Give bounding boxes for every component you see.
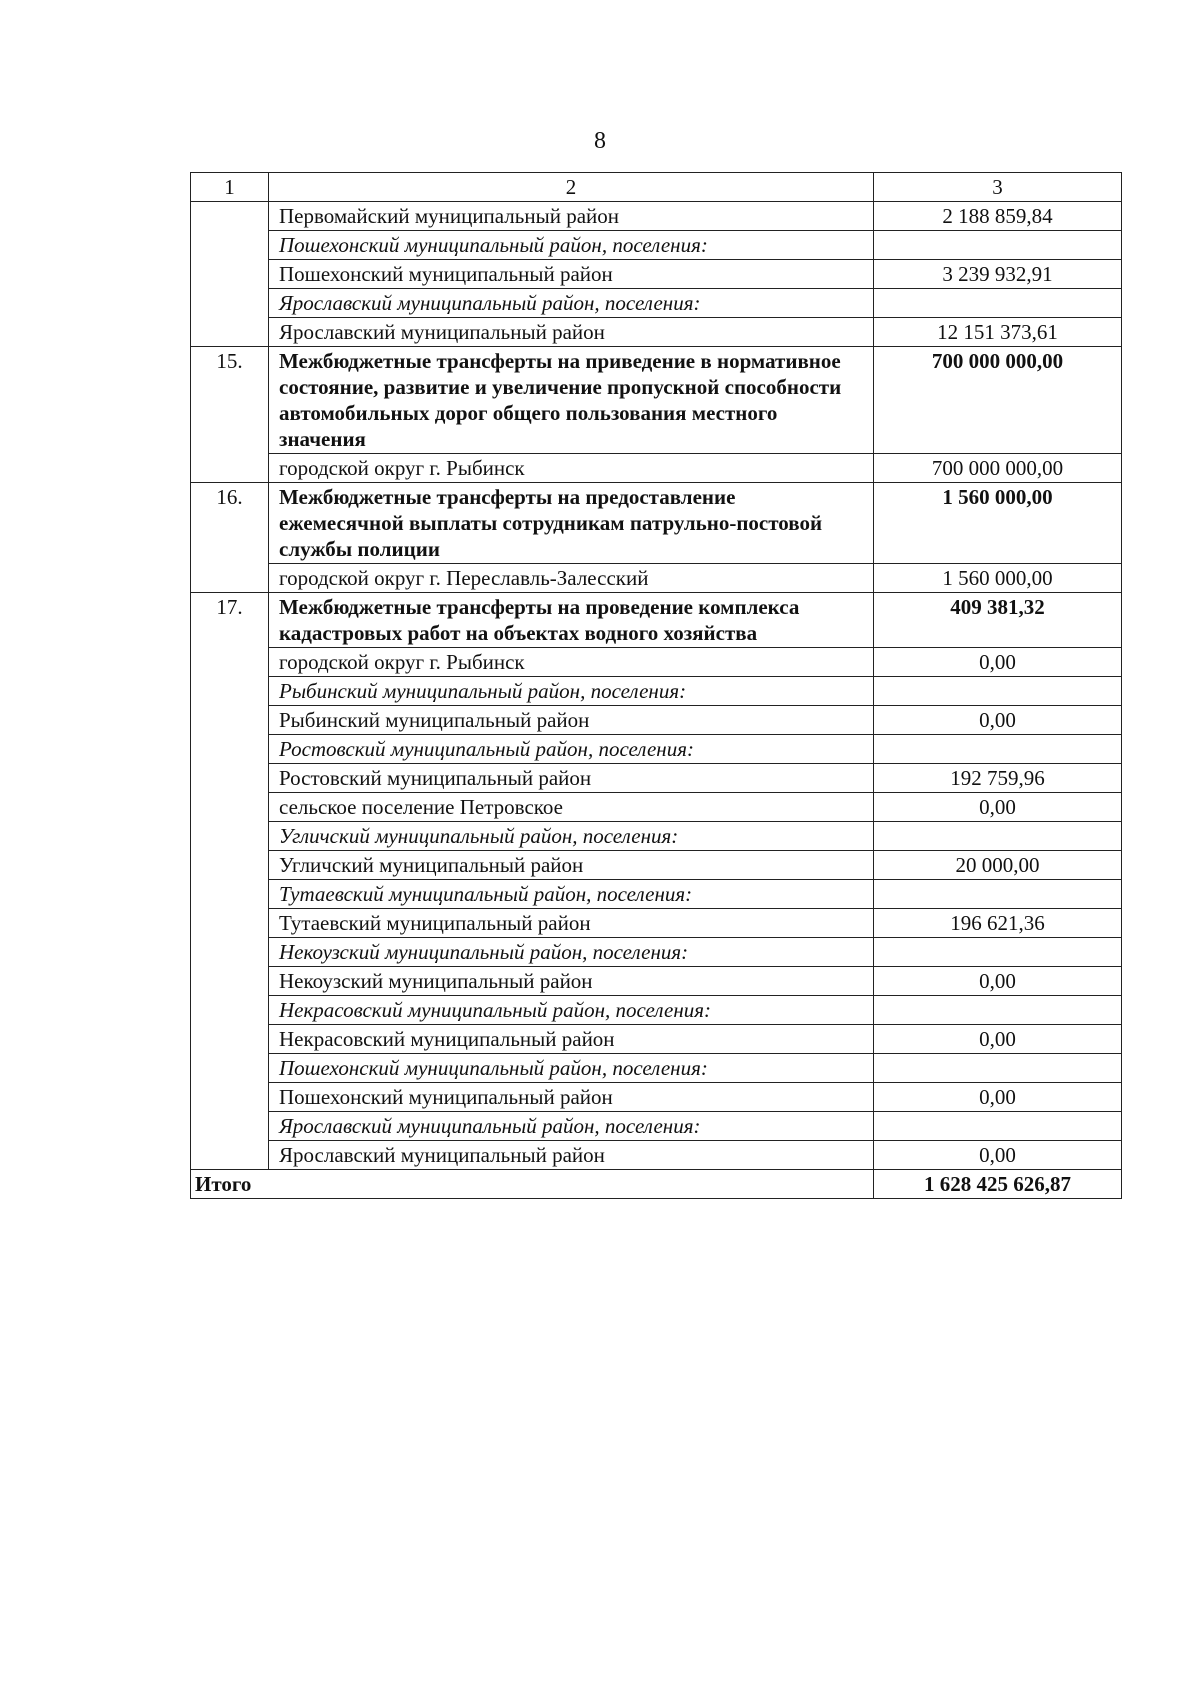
row-amount [874,231,1122,260]
row-amount: 0,00 [874,967,1122,996]
row-description: Рыбинский муниципальный район [269,706,874,735]
row-number [191,318,269,347]
row-description: городской округ г. Рыбинск [269,454,874,483]
subheading-row [191,735,1122,764]
budget-transfers-table [190,172,1122,1199]
table-row [191,454,1122,483]
row-amount: 409 381,32 [874,593,1122,648]
row-amount [874,1112,1122,1141]
row-amount: 700 000 000,00 [874,347,1122,454]
row-amount: 1 560 000,00 [874,483,1122,564]
row-description: Первомайский муниципальный район [269,202,874,231]
section-row [191,593,1122,648]
header-col-2: 2 [269,173,874,202]
row-number [191,1083,269,1112]
table-row [191,318,1122,347]
row-description: Тутаевский муниципальный район, поселения: [269,880,874,909]
row-description: Угличский муниципальный район, поселения: [269,822,874,851]
section-row [191,347,1122,454]
section-row [191,483,1122,564]
table-row [191,706,1122,735]
row-amount [874,735,1122,764]
subheading-row [191,938,1122,967]
subheading-row [191,880,1122,909]
row-number [191,202,269,231]
row-description: Ярославский муниципальный район [269,318,874,347]
table-row [191,564,1122,593]
row-amount [874,996,1122,1025]
table-row [191,793,1122,822]
row-number [191,793,269,822]
row-description: Ростовский муниципальный район, поселения: [269,735,874,764]
row-amount [874,1054,1122,1083]
table-row [191,909,1122,938]
row-number [191,967,269,996]
row-number [191,996,269,1025]
row-number [191,909,269,938]
row-number [191,1141,269,1170]
row-description: Пошехонский муниципальный район, поселения: [269,231,874,260]
table-row [191,764,1122,793]
row-number: 17. [191,593,269,648]
row-amount [874,677,1122,706]
row-description: Ярославский муниципальный район, поселения: [269,1112,874,1141]
row-number [191,735,269,764]
row-description: городской округ г. Переславль-Залесский [269,564,874,593]
row-number [191,289,269,318]
row-amount: 700 000 000,00 [874,454,1122,483]
row-number: 16. [191,483,269,564]
total-value: 1 628 425 626,87 [874,1170,1122,1199]
total-label: Итого [191,1170,874,1199]
row-description: Ростовский муниципальный район [269,764,874,793]
table-body [191,202,1122,1170]
subheading-row [191,677,1122,706]
row-number [191,706,269,735]
table-row [191,648,1122,677]
row-number [191,231,269,260]
row-number [191,764,269,793]
table-header-row [191,173,1122,202]
row-description: Пошехонский муниципальный район [269,1083,874,1112]
row-amount: 0,00 [874,706,1122,735]
total-row [191,1170,1122,1199]
table-row [191,202,1122,231]
row-number [191,564,269,593]
row-description: Некрасовский муниципальный район [269,1025,874,1054]
row-number [191,454,269,483]
row-amount: 0,00 [874,793,1122,822]
table-row [191,1083,1122,1112]
row-number [191,1025,269,1054]
row-description: Межбюджетные трансферты на предоставление ежемесячной выплаты сотрудникам патрульно-постовой службы полиции [269,483,874,564]
row-number [191,1112,269,1141]
row-number [191,260,269,289]
row-description: Пошехонский муниципальный район, поселения: [269,1054,874,1083]
row-amount [874,822,1122,851]
row-number [191,1054,269,1083]
row-amount: 3 239 932,91 [874,260,1122,289]
row-number [191,851,269,880]
subheading-row [191,1054,1122,1083]
table-row [191,260,1122,289]
row-amount [874,938,1122,967]
subheading-row [191,822,1122,851]
subheading-row [191,996,1122,1025]
row-number [191,648,269,677]
row-description: Пошехонский муниципальный район [269,260,874,289]
row-number [191,822,269,851]
header-col-1: 1 [191,173,269,202]
row-description: сельское поселение Петровское [269,793,874,822]
row-description: Тутаевский муниципальный район [269,909,874,938]
row-amount: 196 621,36 [874,909,1122,938]
row-amount [874,289,1122,318]
row-description: Угличский муниципальный район [269,851,874,880]
subheading-row [191,231,1122,260]
row-amount: 192 759,96 [874,764,1122,793]
row-description: Ярославский муниципальный район [269,1141,874,1170]
row-amount: 1 560 000,00 [874,564,1122,593]
row-amount: 20 000,00 [874,851,1122,880]
row-description: Некоузский муниципальный район [269,967,874,996]
row-amount: 0,00 [874,648,1122,677]
row-number [191,938,269,967]
row-description: Некоузский муниципальный район, поселения: [269,938,874,967]
row-amount [874,880,1122,909]
row-amount: 12 151 373,61 [874,318,1122,347]
row-amount: 0,00 [874,1141,1122,1170]
row-description: городской округ г. Рыбинск [269,648,874,677]
row-description: Ярославский муниципальный район, поселения: [269,289,874,318]
table-row [191,851,1122,880]
row-amount: 0,00 [874,1025,1122,1054]
row-description: Межбюджетные трансферты на приведение в нормативное состояние, развитие и увеличение пропускной способности автомобильных дорог общего пользования местного значения [269,347,874,454]
row-description: Некрасовский муниципальный район, поселения: [269,996,874,1025]
table-row [191,1141,1122,1170]
page-number: 8 [594,128,606,154]
subheading-row [191,289,1122,318]
row-description: Рыбинский муниципальный район, поселения: [269,677,874,706]
row-description: Межбюджетные трансферты на проведение комплекса кадастровых работ на объектах водного хозяйства [269,593,874,648]
row-amount: 0,00 [874,1083,1122,1112]
table-row [191,1025,1122,1054]
row-number: 15. [191,347,269,454]
row-number [191,880,269,909]
table-row [191,967,1122,996]
row-amount: 2 188 859,84 [874,202,1122,231]
header-col-3: 3 [874,173,1122,202]
row-number [191,677,269,706]
subheading-row [191,1112,1122,1141]
